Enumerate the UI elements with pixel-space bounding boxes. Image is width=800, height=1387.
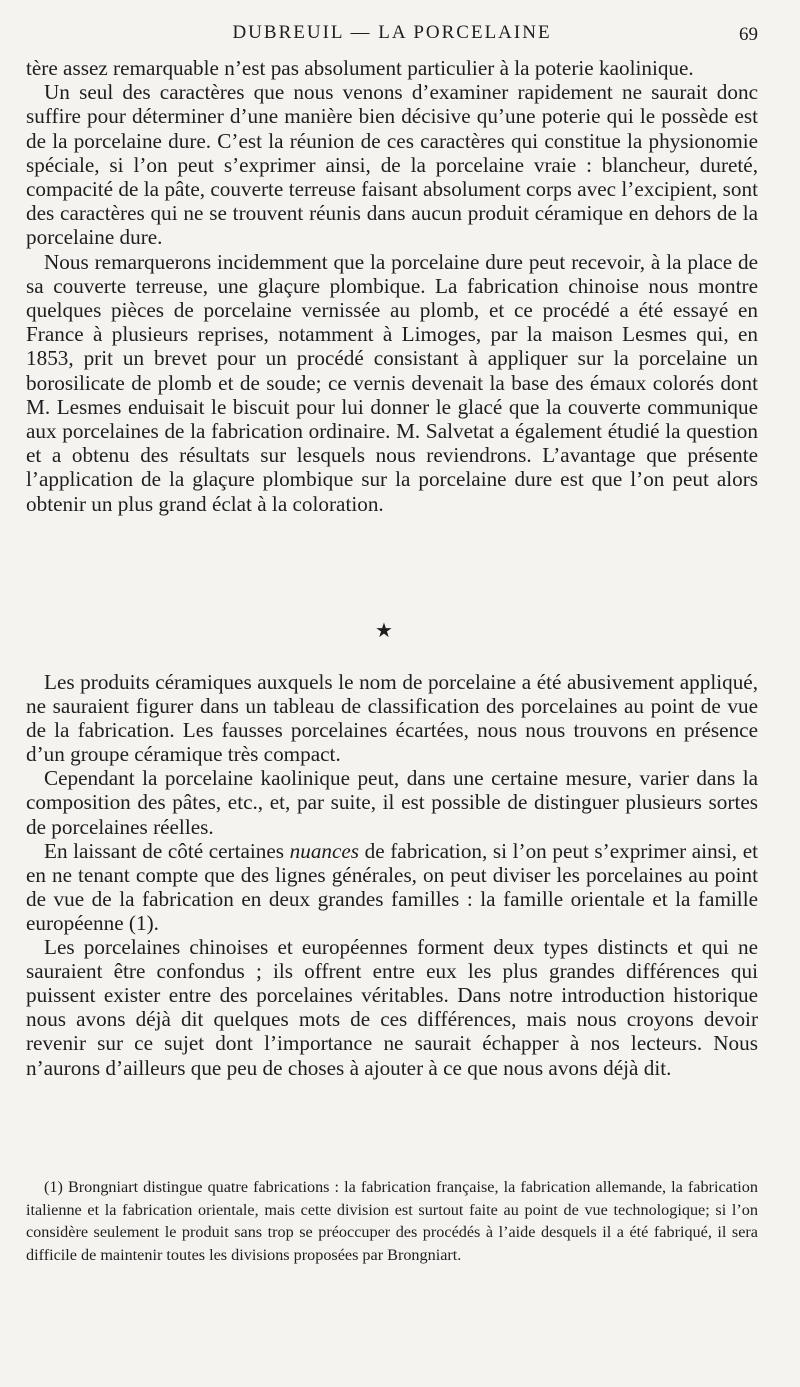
paragraph: Cependant la porcelaine kaolinique peut, dans une certaine mesure, varier dans la composition des pâtes, etc., et, par suite, il est possible de distinguer plusieurs sortes de porcelaines réelles. bbox=[26, 766, 758, 839]
paragraph: Les produits céramiques auxquels le nom de porcelaine a été abusivement appliqué, ne sauraient figurer dans un tableau de classification des porcelaines au point de vue de la fabrication. Les fausses porcelaines écartées, nous nous trouvons en présence d’un groupe céramique très compact. bbox=[26, 670, 758, 767]
main-text-section-1 bbox=[26, 56, 758, 516]
page-number: 69 bbox=[739, 24, 758, 45]
paragraph: Un seul des caractères que nous venons d’examiner rapidement ne saurait donc suffire pour déterminer d’une manière bien décisive qu’une poterie qui le possède est de la porcelaine dure. C’est la réunion de ces caractères qui constitue la physionomie spéciale, si l’on peut s’exprimer ainsi, de la porcelaine vraie : blancheur, dureté, compacité de la pâte, couverte terreuse faisant absolument corps avec l’excipient, sont des caractères qui ne se trouvent réunis dans aucun produit céramique en dehors de la porcelaine dure. bbox=[26, 80, 758, 250]
paragraph-continuation: tère assez remarquable n’est pas absolument particulier à la poterie kaolinique. bbox=[26, 56, 694, 80]
paragraph: Les porcelaines chinoises et européennes forment deux types distincts et qui ne sauraient être confondus ; ils offrent entre eux les plus grandes différences qui puissent exister entre des porcelaines véritables. Dans notre introduction historique nous avons déjà dit quelques mots de ces différences, mais nous croyons devoir revenir sur ce sujet dont l’importance ne saurait échapper à nos lecteurs. Nous n’aurons d’ailleurs que peu de choses à ajouter à ce que nous avons déjà dit. bbox=[26, 935, 758, 1080]
footnote bbox=[26, 1176, 758, 1266]
main-text-section-2 bbox=[26, 670, 758, 1080]
page-header bbox=[26, 22, 758, 50]
emphasized-word: nuances bbox=[289, 838, 360, 863]
paragraph bbox=[26, 839, 758, 935]
footnote-text: (1) Brongniart distingue quatre fabrications : la fabrication française, la fabrication allemande, la fabrication italienne et la fabrication orientale, mais cette division est surtout faite au point de vue technologique; si l’on considère seulement le produit sans trop se préoccuper des procédés à l’aide desquels il a été fabriqué, il sera difficile de maintenir toutes les divisions proposées par Brongniart. bbox=[26, 1178, 758, 1264]
text-run: En laissant de côté certaines bbox=[44, 838, 290, 863]
text-run: de fabrication, si l’on peut s’exprimer ainsi, et en ne tenant compte que des lignes générales, on peut diviser les porcelaines au point de vue de la fabrication en deux grandes familles : la famille orientale et la famille européenne (1). bbox=[26, 838, 758, 935]
paragraph: Nous remarquerons incidemment que la porcelaine dure peut recevoir, à la place de sa couverte terreuse, une glaçure plombique. La fabrication chinoise nous montre quelques pièces de porcelaine vernissée au plomb, et ce procédé a été essayé en France à plusieurs reprises, notamment à Limoges, par la maison Lesmes qui, en 1853, prit un brevet pour un procédé consistant à appliquer sur la porcelaine un borosilicate de plomb et de soude; ce vernis devenait la base des émaux colorés dont M. Lesmes enduisait le biscuit pour lui donner le glacé que la couverte communique aux porcelaines de la fabrication ordinaire. M. Salvetat a également étudié la question et a obtenu des résultats sur lesquels nous reviendrons. L’avantage que présente l’application de la glaçure plombique sur la porcelaine dure est que l’on peut alors obtenir un plus grand éclat à la coloration. bbox=[26, 249, 758, 516]
running-title: DUBREUIL — LA PORCELAINE bbox=[232, 22, 552, 43]
star-separator-icon: ★ bbox=[375, 620, 393, 642]
